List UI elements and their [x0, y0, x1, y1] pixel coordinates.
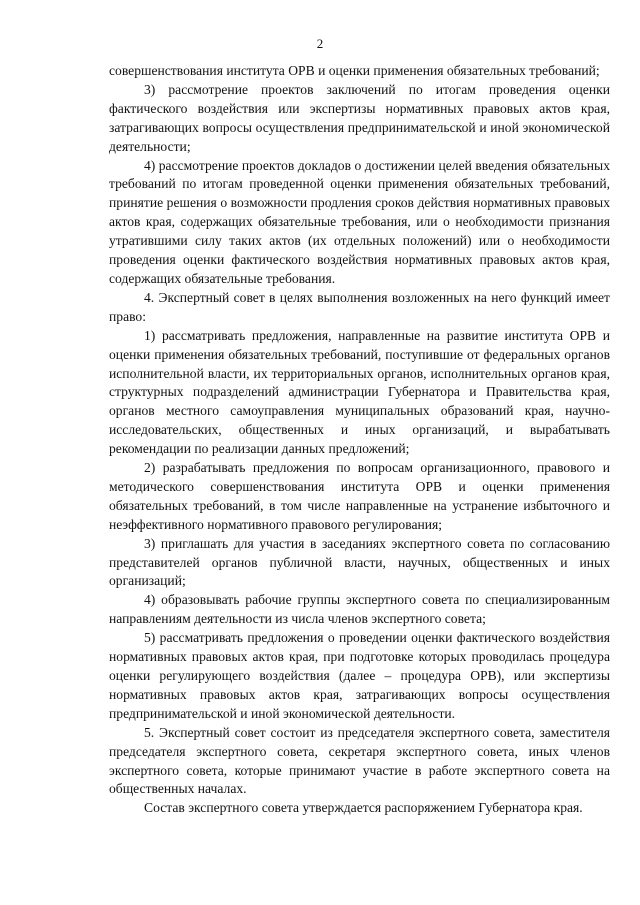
- paragraph-right-3-invite: 3) приглашать для участия в заседаниях экспертного совета по согласованию представителей органов публичной власти, научных, общественных и иных организаций;: [109, 535, 610, 589]
- paragraph-item-3-review-conclusions: 3) рассмотрение проектов заключений по итогам проведения оценки фактического воздействия или экспертизы нормативных правовых актов края, затрагивающих вопросы осуществления предпринимательской и иной экономической деятельности;: [109, 81, 610, 154]
- paragraph-right-5-assessment: 5) рассматривать предложения о проведении оценки фактического воздействия нормативных правовых актов края, при подготовке которых проводилась процедура оценки регулирующего воздействия (далее – процедура ОРВ), или экспертизы нормативных правовых актов края, затрагивающих вопросы осуществления предпринимательской и иной экономической деятельности.: [109, 630, 610, 721]
- paragraph-composition-approval: Состав экспертного совета утверждается распоряжением Губернатора края.: [144, 800, 583, 816]
- paragraph-right-1-consider-proposals: 1) рассматривать предложения, направленные на развитие института ОРВ и оценки применения обязательных требований, поступившие от федеральных органов исполнительной власти, их территориальных органов, исполнительных органов края, структурных подразделений администрации Губернатора и Правительства края, органов местного самоуправления муниципальных образований края, научно-исследовательских, общественных и иных организаций, и вырабатывать рекомендации по реализации данных предложений;: [109, 327, 610, 457]
- page-number: 2: [316, 36, 324, 51]
- paragraph-right-4-working-groups: 4) образовывать рабочие группы экспертного совета по специализированным направлениям деятельности из числа членов экспертного совета;: [109, 592, 610, 627]
- paragraph-section-4-rights: 4. Экспертный совет в целях выполнения возложенных на него функций имеет право:: [109, 289, 610, 324]
- paragraph-section-5-composition: 5. Экспертный совет состоит из председателя экспертного совета, заместителя председателя экспертного совета, секретаря экспертного совета, иных членов экспертного совета, которые принимают участие в работе экспертного совета на общественных началах.: [109, 724, 610, 797]
- paragraph-continued: совершенствования института ОРВ и оценки применения обязательных требований;: [109, 63, 600, 78]
- paragraph-item-4-review-reports: 4) рассмотрение проектов докладов о достижении целей введения обязательных требований по итогам проведенной оценки применения обязательных требований, принятие решения о возможности продления сроков действия нормативных правовых актов края, содержащих обязательные требования, или о необходимости признания утратившими силу таких актов (их отдельных положений) или о необходимости проведения оценки фактического воздействия нормативных правовых актов края, содержащих обязательные требования.: [109, 157, 610, 286]
- document-body: [109, 62, 610, 818]
- paragraph-right-2-develop-proposals: 2) разрабатывать предложения по вопросам организационного, правового и методического совершенствования института ОРВ и оценки применения обязательных требований, в том числе направленные на устранение избыточного и неэффективного нормативного правового регулирования;: [109, 460, 610, 532]
